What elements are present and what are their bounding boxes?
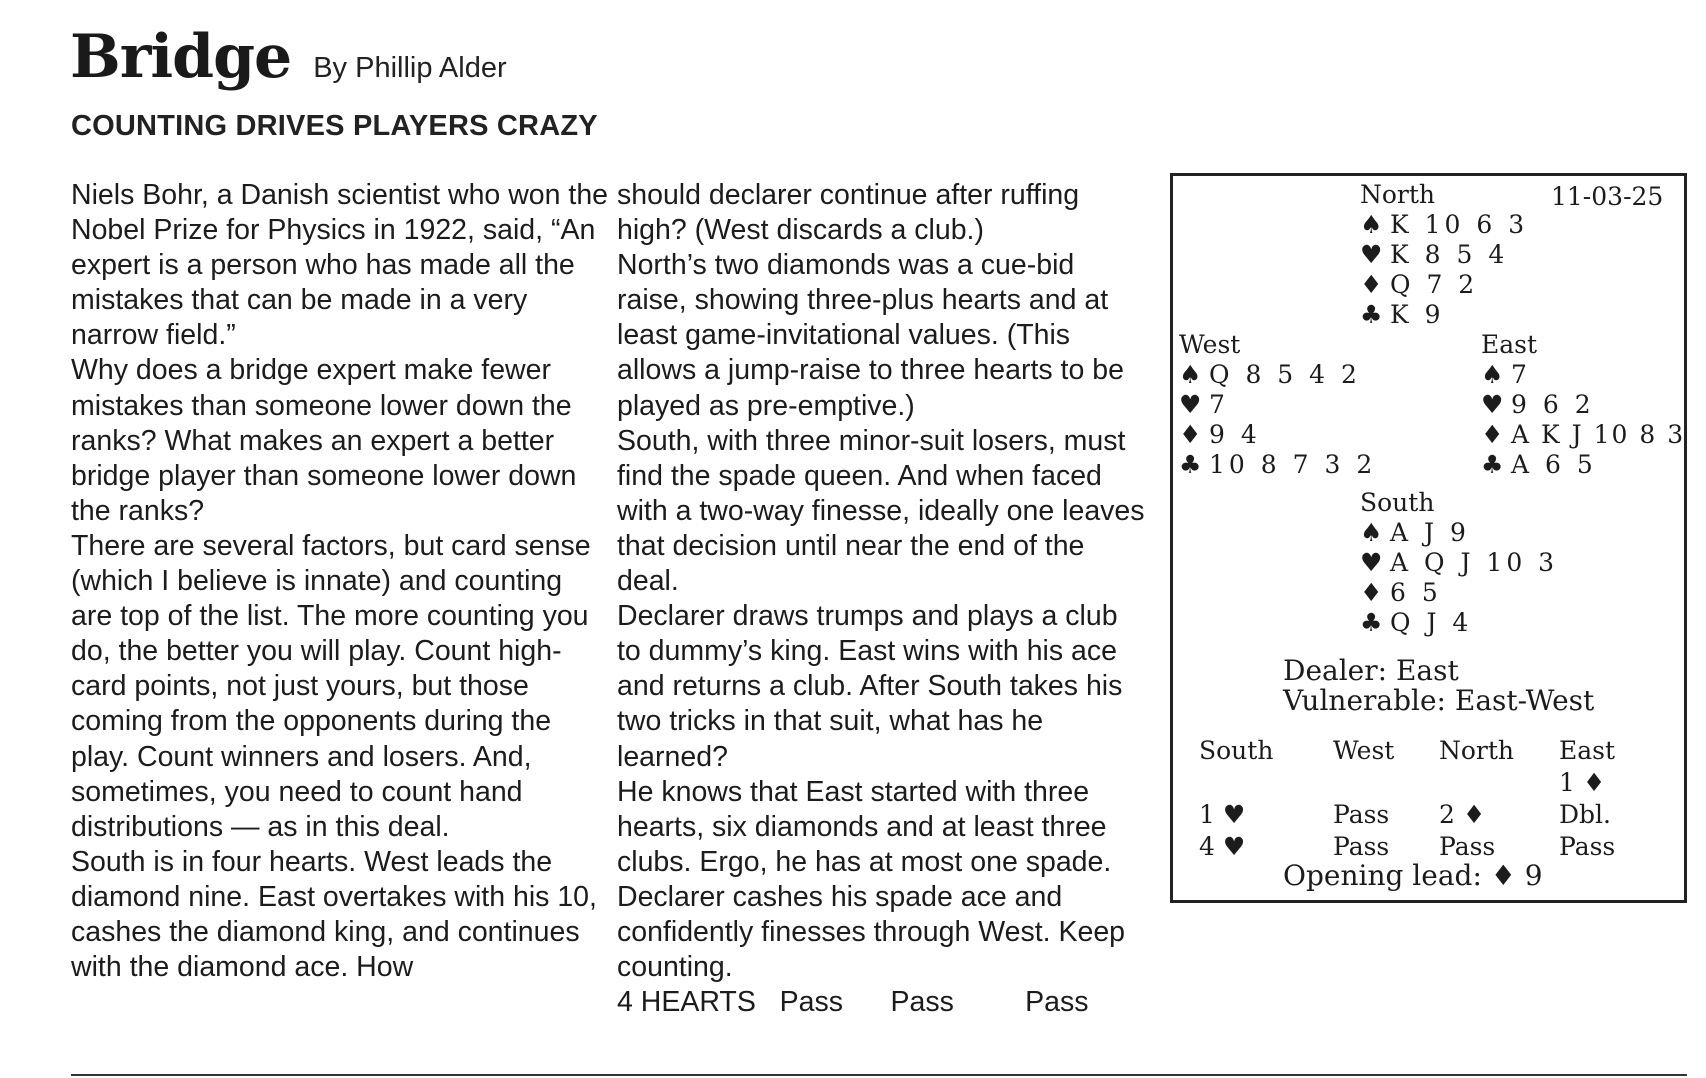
auction-header: South (1199, 736, 1274, 765)
hearts-holding: K 8 5 4 (1390, 240, 1509, 269)
south-hand (1360, 488, 1558, 638)
article-column-2 (617, 178, 1147, 1020)
heart-icon: ♥ (1179, 390, 1202, 419)
club-icon: ♣ (1179, 450, 1202, 479)
spades-holding: Q 8 5 4 2 (1209, 360, 1361, 389)
paragraph: should declarer continue after ruffing high? (West discards a club.) (617, 179, 1080, 247)
paragraph: Declarer draws trumps and plays a club to dummy’s king. East wins with his ace and returns a club. After South takes his two tricks in that suit, what has he learned? (617, 600, 1123, 773)
club-icon: ♣ (1360, 300, 1383, 329)
auction-call: 1 ♥ (1199, 800, 1246, 829)
east-hand (1481, 330, 1685, 480)
diamonds-holding: A K J 10 8 3 (1511, 420, 1686, 449)
auction-call: 1 ♦ (1559, 768, 1606, 797)
club-icon: ♣ (1360, 608, 1383, 637)
spades-holding: A J 9 (1390, 518, 1470, 547)
hearts-holding: A Q J 10 3 (1390, 548, 1559, 577)
auction-header: North (1439, 736, 1515, 765)
byline: By Phillip Alder (313, 52, 507, 84)
clubs-holding: A 6 5 (1511, 450, 1597, 479)
heart-icon: ♥ (1481, 390, 1504, 419)
north-hand (1360, 180, 1528, 330)
spades-holding: 7 (1511, 360, 1531, 389)
vulnerable-line: Vulnerable: East-West (1283, 684, 1595, 717)
diamond-icon: ♦ (1360, 270, 1383, 299)
heart-icon: ♥ (1360, 240, 1383, 269)
title-row (70, 22, 507, 92)
paragraph: North’s two diamonds was a cue-bid raise, showing three-plus hearts and at least game-invitational values. (This allows a jump-raise to three hearts to be played as pre-emptive.) (617, 249, 1124, 422)
paragraph: South is in four hearts. West leads the diamond nine. East overtakes with his 10, cashes the diamond king, and continues with the diamond ace. How (71, 845, 597, 984)
auction-header: West (1333, 736, 1395, 765)
diamonds-holding: 9 4 (1209, 420, 1261, 449)
club-icon: ♣ (1481, 450, 1504, 479)
auction-header: East (1559, 736, 1616, 765)
spade-icon: ♠ (1481, 360, 1504, 389)
hand-label: West (1179, 330, 1241, 359)
west-hand (1179, 330, 1376, 480)
hand-label: South (1360, 488, 1435, 517)
hand-label: East (1481, 330, 1538, 359)
auction-call: Pass (1559, 832, 1616, 861)
bottom-divider (71, 1074, 1687, 1076)
clubs-holding: 10 8 7 3 2 (1209, 450, 1377, 479)
hearts-holding: 7 (1209, 390, 1229, 419)
auction-summary-line: 4 HEARTS Pass Pass Pass (617, 986, 1089, 1019)
hand-label: North (1360, 180, 1436, 209)
paragraph: There are several factors, but card sense (which I believe is innate) and counting are top of the list. The more counting you do, the better you will play. Count high-card points, not just yours, but those coming from the opponents during the play. Count winners and losers. And, sometimes, you need to count hand distributions — as in this deal. (71, 529, 591, 843)
auction-call: 2 ♦ (1439, 800, 1486, 829)
paragraph: Why does a bridge expert make fewer mistakes than someone lower down the ranks? What makes an expert a better bridge player than someone lower down the ranks? (71, 354, 577, 527)
spade-icon: ♠ (1360, 210, 1383, 239)
spades-holding: K 10 6 3 (1390, 210, 1529, 239)
dealer-line: Dealer: East (1283, 654, 1459, 687)
bridge-deal-diagram (1170, 173, 1687, 903)
article-column-1 (71, 178, 611, 985)
spade-icon: ♠ (1360, 518, 1383, 547)
clubs-holding: K 9 (1390, 300, 1445, 329)
diamond-icon: ♦ (1179, 420, 1202, 449)
paragraph: He knows that East started with three hearts, six diamonds and at least three clubs. Ergo, he has at most one spade. Declarer cashes his spade ace and confidently finesses through West. Keep counting. (617, 775, 1126, 984)
auction-call: 4 ♥ (1199, 832, 1246, 861)
auction-call: Pass (1439, 832, 1496, 861)
deal-date: 11-03-25 (1551, 182, 1664, 211)
paragraph: Niels Bohr, a Danish scientist who won the Nobel Prize for Physics in 1922, said, “An expert is a person who has made all the mistakes that can be made in a very narrow field.” (71, 179, 609, 352)
auction-call: Pass (1333, 800, 1390, 829)
opening-lead: Opening lead: ♦ 9 (1283, 859, 1543, 892)
column-title: Bridge (70, 22, 292, 92)
spade-icon: ♠ (1179, 360, 1202, 389)
clubs-holding: Q J 4 (1390, 608, 1473, 637)
headline: COUNTING DRIVES PLAYERS CRAZY (71, 110, 598, 142)
heart-icon: ♥ (1360, 548, 1383, 577)
auction-call: Pass (1333, 832, 1390, 861)
auction-call: Dbl. (1559, 800, 1611, 829)
diamonds-holding: 6 5 (1390, 578, 1442, 607)
paragraph: South, with three minor-suit losers, must find the spade queen. And when faced with a two-way finesse, ideally one leaves that decision until near the end of the deal. (617, 424, 1145, 598)
diamond-icon: ♦ (1481, 420, 1504, 449)
hearts-holding: 9 6 2 (1511, 390, 1595, 419)
diamonds-holding: Q 7 2 (1390, 270, 1479, 299)
diamond-icon: ♦ (1360, 578, 1383, 607)
